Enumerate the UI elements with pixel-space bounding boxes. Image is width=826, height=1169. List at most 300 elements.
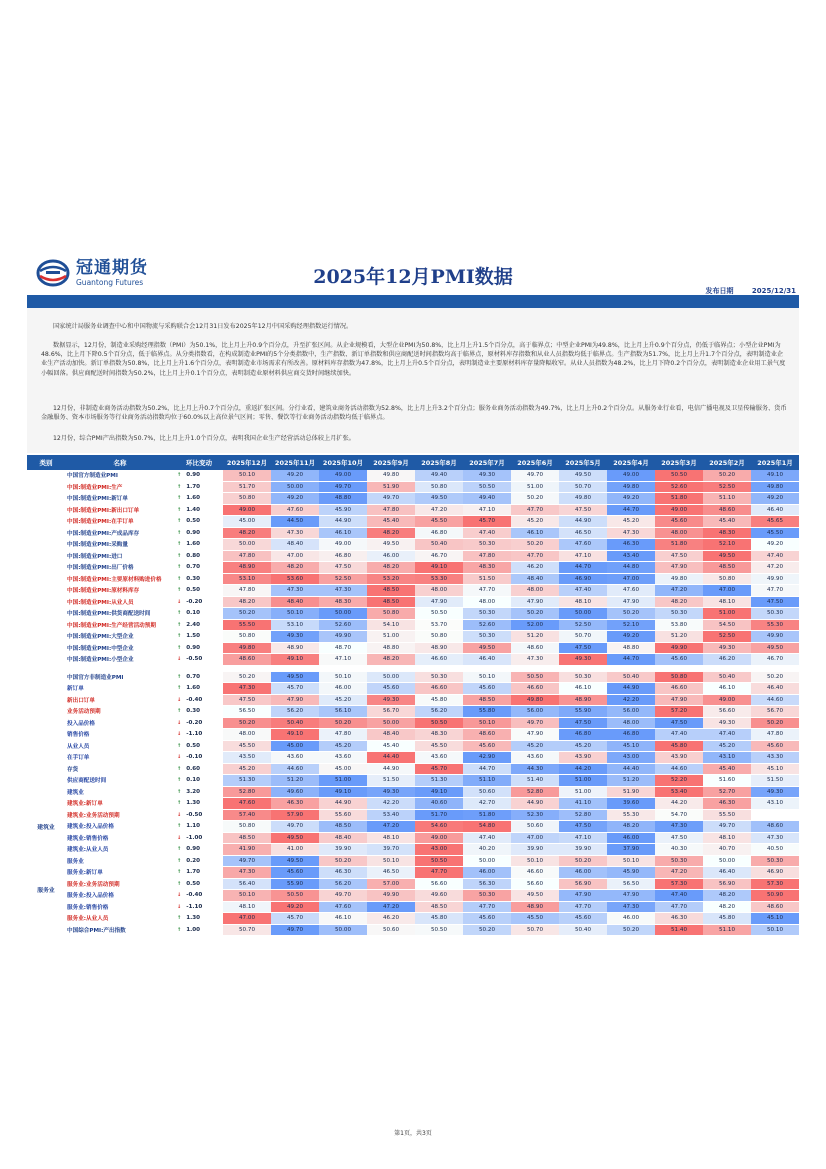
change-cell: [175, 867, 223, 879]
value-cell: 51.10: [703, 924, 751, 936]
arrow-up-icon: ↑: [177, 483, 182, 490]
value-cell: 47.70: [511, 504, 559, 516]
value-cell: 47.10: [463, 504, 511, 516]
indicator-name: 中国:制造业PMI:进口: [65, 550, 175, 562]
value-cell: 47.30: [223, 867, 271, 879]
change-cell: [175, 729, 223, 741]
value-cell: 47.70: [655, 901, 703, 913]
change-cell: [175, 642, 223, 654]
change-cell: [175, 527, 223, 539]
value-cell: 45.50: [415, 740, 463, 752]
value-cell: 49.70: [511, 717, 559, 729]
value-cell: 56.60: [511, 878, 559, 890]
value-cell: 46.20: [511, 562, 559, 574]
table-body: [27, 470, 799, 936]
value-cell: 47.60: [319, 901, 367, 913]
column-header: 2025年12月: [223, 455, 271, 470]
value-cell: 44.60: [655, 763, 703, 775]
value-cell: 47.90: [607, 596, 655, 608]
value-cell: 47.70: [463, 901, 511, 913]
indicator-name: 中国:制造业PMI:主要原材料购进价格: [65, 573, 175, 585]
value-cell: 51.90: [607, 786, 655, 798]
indicator-name: 中国:制造业PMI:中型企业: [65, 642, 175, 654]
arrow-down-icon: ↓: [177, 903, 182, 910]
change-cell: [175, 493, 223, 505]
column-header: 2025年6月: [511, 455, 559, 470]
arrow-up-icon: ↑: [177, 472, 182, 479]
value-cell: 46.20: [703, 654, 751, 666]
value-cell: 50.20: [607, 608, 655, 620]
indicator-name: 建筑业:业务活动预期: [65, 809, 175, 821]
value-cell: 50.60: [463, 786, 511, 798]
value-cell: 45.60: [463, 913, 511, 925]
table-row: [27, 527, 799, 539]
value-cell: 56.90: [703, 878, 751, 890]
value-cell: 51.40: [655, 924, 703, 936]
value-cell: 51.60: [703, 775, 751, 787]
value-cell: 56.20: [271, 706, 319, 718]
value-cell: 53.80: [655, 619, 703, 631]
value-cell: 50.50: [655, 470, 703, 481]
value-cell: 48.30: [463, 562, 511, 574]
value-cell: 46.10: [319, 527, 367, 539]
table-row: [27, 913, 799, 925]
value-cell: 46.60: [415, 683, 463, 695]
arrow-up-icon: ↑: [177, 621, 182, 628]
value-cell: 52.30: [511, 809, 559, 821]
column-header: 2025年11月: [271, 455, 319, 470]
value-cell: 44.50: [271, 516, 319, 528]
value-cell: 45.60: [367, 683, 415, 695]
value-cell: 41.10: [559, 798, 607, 810]
company-name-en: Guantong Futures: [76, 277, 144, 287]
table-row: [27, 924, 799, 936]
value-cell: 49.20: [271, 493, 319, 505]
change-cell: [175, 740, 223, 752]
arrow-down-icon: ↓: [177, 834, 182, 841]
value-cell: 49.50: [367, 539, 415, 551]
value-cell: 55.90: [271, 878, 319, 890]
value-cell: 49.50: [271, 671, 319, 683]
arrow-down-icon: ↓: [177, 811, 182, 818]
value-cell: 47.70: [415, 867, 463, 879]
change-cell: [175, 821, 223, 833]
report-title: 2025年12月PMI数据: [313, 266, 513, 288]
value-cell: 45.20: [319, 694, 367, 706]
value-cell: 47.20: [655, 585, 703, 597]
value-cell: 47.30: [607, 527, 655, 539]
value-cell: 50.70: [559, 631, 607, 643]
value-cell: 50.00: [367, 717, 415, 729]
value-cell: 51.20: [271, 775, 319, 787]
table-row: [27, 516, 799, 528]
value-cell: 57.00: [367, 878, 415, 890]
table-row: [27, 631, 799, 643]
value-cell: 49.30: [559, 654, 607, 666]
value-cell: 46.40: [751, 504, 799, 516]
change-cell: [175, 585, 223, 597]
value-cell: 50.20: [751, 671, 799, 683]
change-cell: [175, 481, 223, 493]
value-cell: 46.40: [463, 654, 511, 666]
value-cell: 47.80: [367, 504, 415, 516]
change-cell: [175, 844, 223, 856]
value-cell: 56.00: [607, 706, 655, 718]
value-cell: 49.10: [415, 562, 463, 574]
value-cell: 48.10: [703, 596, 751, 608]
value-cell: 48.80: [367, 642, 415, 654]
value-cell: 47.10: [559, 550, 607, 562]
change-cell: [175, 752, 223, 764]
value-cell: 47.00: [271, 550, 319, 562]
arrow-up-icon: ↑: [177, 685, 182, 692]
value-cell: 49.80: [607, 481, 655, 493]
value-cell: 40.70: [703, 844, 751, 856]
category-cell: 服务业: [27, 855, 65, 924]
indicator-name: 中国:制造业PMI:从业人员: [65, 596, 175, 608]
change-cell: [175, 855, 223, 867]
value-cell: 51.90: [367, 481, 415, 493]
table-row: [27, 550, 799, 562]
value-cell: 49.50: [703, 550, 751, 562]
value-cell: 48.00: [415, 585, 463, 597]
table-row: [27, 798, 799, 810]
change-cell: [175, 516, 223, 528]
value-cell: 52.50: [559, 619, 607, 631]
value-cell: 50.30: [751, 855, 799, 867]
value-cell: 50.40: [703, 671, 751, 683]
change-value: 1.40: [186, 506, 201, 513]
arrow-down-icon: ↓: [177, 719, 182, 726]
value-cell: 49.30: [703, 642, 751, 654]
value-cell: 55.30: [607, 809, 655, 821]
change-value: -1.00: [186, 834, 203, 841]
value-cell: 44.90: [367, 763, 415, 775]
value-cell: 47.20: [751, 562, 799, 574]
column-header: 环比变动: [175, 455, 223, 470]
value-cell: 46.80: [559, 729, 607, 741]
arrow-up-icon: ↑: [177, 926, 182, 933]
value-cell: 42.20: [367, 798, 415, 810]
value-cell: 45.00: [271, 740, 319, 752]
value-cell: 49.20: [751, 493, 799, 505]
indicator-name: 中国综合PMI:产出指数: [65, 924, 175, 936]
value-cell: 47.40: [463, 832, 511, 844]
value-cell: 49.00: [319, 539, 367, 551]
value-cell: 47.30: [319, 585, 367, 597]
value-cell: 56.10: [319, 706, 367, 718]
value-cell: 54.80: [463, 821, 511, 833]
value-cell: 47.60: [559, 539, 607, 551]
change-value: 0.50: [186, 742, 201, 749]
indicator-name: 销售价格: [65, 729, 175, 741]
change-value: 0.60: [186, 765, 201, 772]
value-cell: 48.20: [367, 527, 415, 539]
value-cell: 56.50: [223, 706, 271, 718]
value-cell: 50.30: [463, 608, 511, 620]
value-cell: 46.30: [655, 913, 703, 925]
value-cell: 47.90: [655, 562, 703, 574]
change-value: 1.60: [186, 685, 201, 692]
value-cell: 43.00: [607, 752, 655, 764]
value-cell: 39.90: [559, 844, 607, 856]
value-cell: 46.10: [319, 913, 367, 925]
value-cell: 51.50: [751, 775, 799, 787]
change-value: 1.30: [186, 915, 201, 922]
value-cell: 47.70: [751, 585, 799, 597]
value-cell: 49.60: [415, 890, 463, 902]
value-cell: 51.30: [415, 775, 463, 787]
category-cell: [27, 671, 65, 798]
change-cell: [175, 913, 223, 925]
arrow-up-icon: ↑: [177, 880, 182, 887]
indicator-name: 投入品价格: [65, 717, 175, 729]
value-cell: 46.30: [319, 867, 367, 879]
indicator-name: 中国:制造业PMI:大型企业: [65, 631, 175, 643]
arrow-up-icon: ↑: [177, 857, 182, 864]
value-cell: 45.90: [607, 867, 655, 879]
summary-paragraph-4: 12月份，综合PMI产出指数为50.7%，比上月上升1.0个百分点，表明我国企业生产经营活动总体较上月扩张。: [53, 435, 355, 442]
value-cell: 48.30: [415, 729, 463, 741]
value-cell: 51.00: [703, 608, 751, 620]
change-value: 1.50: [186, 633, 201, 640]
value-cell: 49.10: [271, 729, 319, 741]
value-cell: 56.30: [463, 878, 511, 890]
change-cell: [175, 562, 223, 574]
value-cell: 49.00: [703, 694, 751, 706]
arrow-up-icon: ↑: [177, 644, 182, 651]
value-cell: 57.30: [751, 878, 799, 890]
value-cell: 47.80: [223, 550, 271, 562]
value-cell: 46.60: [415, 654, 463, 666]
value-cell: 44.90: [319, 798, 367, 810]
value-cell: 44.30: [511, 763, 559, 775]
value-cell: 56.20: [415, 706, 463, 718]
value-cell: 45.80: [415, 694, 463, 706]
change-value: -0.40: [186, 696, 203, 703]
value-cell: 50.50: [415, 855, 463, 867]
indicator-name: 中国:制造业PMI:生产经营活动预期: [65, 619, 175, 631]
value-cell: 50.80: [415, 481, 463, 493]
value-cell: 45.70: [271, 913, 319, 925]
value-cell: 50.50: [415, 717, 463, 729]
value-cell: 50.20: [223, 608, 271, 620]
arrow-up-icon: ↑: [177, 587, 182, 594]
value-cell: 48.40: [319, 832, 367, 844]
value-cell: 45.60: [751, 740, 799, 752]
column-header: 2025年5月: [559, 455, 607, 470]
value-cell: 51.80: [463, 809, 511, 821]
indicator-name: 从业人员: [65, 740, 175, 752]
value-cell: 45.60: [655, 654, 703, 666]
value-cell: 48.90: [223, 562, 271, 574]
change-cell: [175, 924, 223, 936]
value-cell: 45.50: [511, 913, 559, 925]
value-cell: 47.80: [319, 729, 367, 741]
value-cell: 50.80: [223, 821, 271, 833]
value-cell: 47.40: [751, 550, 799, 562]
value-cell: 49.70: [367, 493, 415, 505]
value-cell: 52.80: [223, 786, 271, 798]
indicator-name: 服务业:新订单: [65, 867, 175, 879]
header-band: [27, 295, 799, 308]
arrow-up-icon: ↑: [177, 823, 182, 830]
value-cell: 56.60: [703, 706, 751, 718]
value-cell: 44.90: [559, 516, 607, 528]
value-cell: 46.50: [367, 867, 415, 879]
column-header: 2025年9月: [367, 455, 415, 470]
value-cell: 49.10: [319, 786, 367, 798]
column-header: 2025年7月: [463, 455, 511, 470]
value-cell: 51.80: [655, 493, 703, 505]
value-cell: 49.50: [271, 832, 319, 844]
value-cell: 56.90: [559, 878, 607, 890]
value-cell: 44.60: [751, 694, 799, 706]
value-cell: 56.50: [607, 878, 655, 890]
value-cell: 51.40: [511, 775, 559, 787]
change-value: 0.90: [186, 846, 201, 853]
indicator-name: 中国:制造业PMI:新出口订单: [65, 504, 175, 516]
change-cell: [175, 901, 223, 913]
value-cell: 52.80: [511, 786, 559, 798]
table-row: [27, 763, 799, 775]
value-cell: 46.60: [655, 683, 703, 695]
change-value: -1.10: [186, 903, 203, 910]
value-cell: 47.50: [319, 562, 367, 574]
value-cell: 47.40: [463, 527, 511, 539]
value-cell: 49.80: [367, 470, 415, 481]
value-cell: 53.10: [223, 573, 271, 585]
indicator-name: 中国:制造业PMI:新订单: [65, 493, 175, 505]
indicator-name: 服务业:投入品价格: [65, 890, 175, 902]
change-value: 0.50: [186, 587, 201, 594]
table-row: [27, 481, 799, 493]
value-cell: 50.10: [463, 671, 511, 683]
value-cell: 46.00: [319, 683, 367, 695]
value-cell: 46.90: [751, 867, 799, 879]
value-cell: 48.10: [559, 596, 607, 608]
value-cell: 49.20: [271, 901, 319, 913]
value-cell: 50.30: [415, 671, 463, 683]
change-value: 1.30: [186, 800, 201, 807]
arrow-up-icon: ↑: [177, 742, 182, 749]
value-cell: 54.10: [367, 619, 415, 631]
summary-paragraph-3: 12月份，非制造业商务活动指数为50.2%，比上月上升0.7个百分点，重返扩张区间。分行业看，建筑业商务活动指数为52.8%，比上月上升3.2个百分点；服务业商务活动指数为49.7%，比上月上升0.2个百分点。从服务业行业看，电信广播电视及卫星传输服务、货币金融服务、资本市场服务等行业商务活动指数均位于60.0%以上高位景气区间；零售、餐饮等行业商务活动指数均低于临界点。: [41, 405, 787, 422]
arrow-down-icon: ↓: [177, 754, 182, 761]
change-value: 3.20: [186, 788, 201, 795]
value-cell: 48.00: [511, 585, 559, 597]
value-cell: 49.90: [751, 631, 799, 643]
change-cell: [175, 786, 223, 798]
value-cell: 48.90: [511, 901, 559, 913]
table-row: [27, 671, 799, 683]
change-value: 1.60: [186, 541, 201, 548]
value-cell: 48.20: [655, 596, 703, 608]
value-cell: 46.00: [367, 550, 415, 562]
value-cell: 39.70: [367, 844, 415, 856]
value-cell: 50.20: [511, 608, 559, 620]
change-cell: [175, 608, 223, 620]
arrow-up-icon: ↑: [177, 506, 182, 513]
table-row: [27, 786, 799, 798]
value-cell: 45.00: [319, 763, 367, 775]
value-cell: 49.50: [751, 642, 799, 654]
value-cell: 49.70: [511, 470, 559, 481]
value-cell: 50.10: [367, 855, 415, 867]
value-cell: 46.30: [703, 798, 751, 810]
summary-paragraph-2: 数据显示，12月份，制造业采购经理指数（PMI）为50.1%，比上月上升0.9个百分点，升至扩张区间。从企业规模看，大型企业PMI为50.8%，比上月上升1.5个百分点，高于临界点；中型企业PMI为49.8%，比上月上升0.9个百分点，仍低于临界点；小型企业PMI为48.6%，比上月下降0.5个百分点，低于临界点。从分类指数看，在构成制造业PMI的5个分类指数中，生产指数、新订单指数和供应商配送时间指数均高于临界点，原材料库存指数和从业人员指数均低于临界点。生产指数为51.7%，比上月上升1.7个百分点，表明制造业企业生产活动加快。新订单指数为50.8%，比上月上升1.6个百分点，表明制造业市场需求有所改善。原材料库存指数为47.8%，比上月上升0.5个百分点，表明制造业主要原材料库存量降幅收窄。从业人员指数为48.2%，比上月下降0.2个百分点，表明制造业企业用工景气度小幅回落。供应商配送时间指数为50.2%，比上月上升0.1个百分点，表明制造业原材料供应商交货时间继续加快。: [41, 342, 786, 377]
value-cell: 49.20: [607, 631, 655, 643]
table-row: [27, 752, 799, 764]
value-cell: 44.60: [271, 763, 319, 775]
value-cell: 51.70: [415, 809, 463, 821]
arrow-up-icon: ↑: [177, 495, 182, 502]
table-row: [27, 694, 799, 706]
value-cell: 49.80: [751, 481, 799, 493]
arrow-down-icon: ↓: [177, 892, 182, 899]
value-cell: 43.30: [751, 752, 799, 764]
table-row: [27, 619, 799, 631]
value-cell: 45.40: [367, 516, 415, 528]
category-cell: [27, 924, 65, 936]
value-cell: 47.40: [559, 585, 607, 597]
table-row: [27, 683, 799, 695]
value-cell: 48.50: [367, 585, 415, 597]
value-cell: 45.40: [367, 740, 415, 752]
value-cell: 52.70: [703, 786, 751, 798]
value-cell: 49.70: [271, 821, 319, 833]
value-cell: 49.90: [655, 642, 703, 654]
value-cell: 41.90: [223, 844, 271, 856]
value-cell: 49.70: [319, 481, 367, 493]
table-row: [27, 470, 799, 481]
value-cell: 44.40: [607, 763, 655, 775]
column-header: 名称: [65, 455, 175, 470]
table-row: [27, 642, 799, 654]
value-cell: 51.10: [703, 493, 751, 505]
indicator-name: 中国:制造业PMI:产成品库存: [65, 527, 175, 539]
value-cell: 47.80: [463, 550, 511, 562]
value-cell: 47.90: [415, 596, 463, 608]
value-cell: 50.80: [655, 671, 703, 683]
table-row: [27, 855, 799, 867]
table-header-row: [27, 455, 799, 470]
value-cell: 48.60: [511, 642, 559, 654]
value-cell: 48.90: [415, 642, 463, 654]
value-cell: 50.00: [559, 608, 607, 620]
indicator-name: 中国:制造业PMI:原材料库存: [65, 585, 175, 597]
date-label: 发布日期: [705, 287, 734, 295]
value-cell: 46.80: [319, 550, 367, 562]
indicator-name: 存货: [65, 763, 175, 775]
value-cell: 48.60: [463, 729, 511, 741]
value-cell: 45.50: [751, 527, 799, 539]
value-cell: 44.40: [367, 752, 415, 764]
value-cell: 52.20: [655, 775, 703, 787]
value-cell: [751, 809, 799, 821]
value-cell: 47.90: [271, 694, 319, 706]
value-cell: 44.20: [655, 798, 703, 810]
change-cell: [175, 878, 223, 890]
arrow-up-icon: ↑: [177, 915, 182, 922]
indicator-name: 在手订单: [65, 752, 175, 764]
value-cell: 50.20: [463, 924, 511, 936]
column-header: 类别: [27, 455, 65, 470]
value-cell: 47.30: [607, 901, 655, 913]
value-cell: 46.40: [751, 683, 799, 695]
value-cell: 49.70: [223, 855, 271, 867]
value-cell: 50.40: [415, 539, 463, 551]
